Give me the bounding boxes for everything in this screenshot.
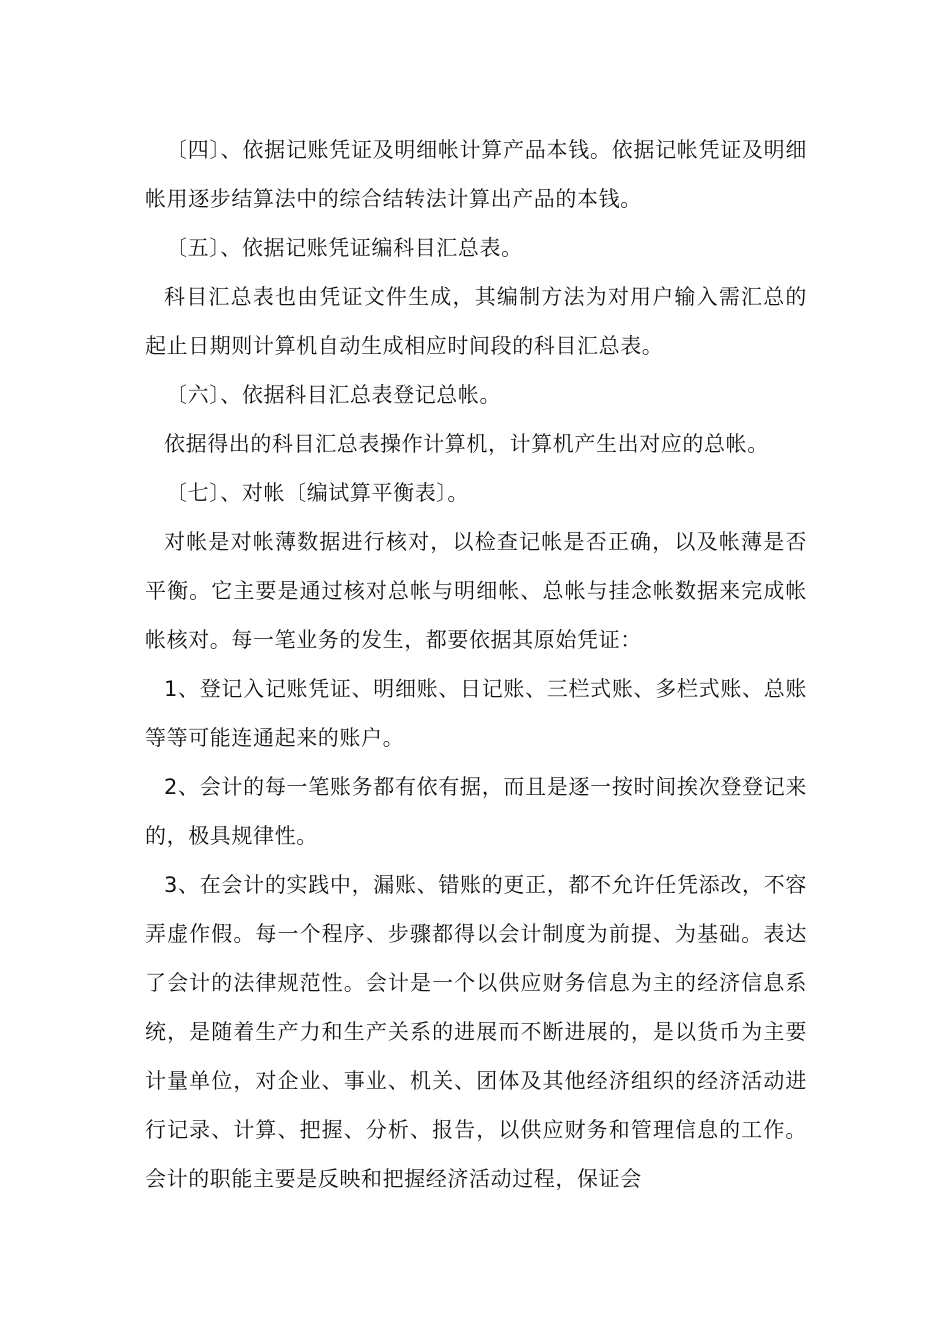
document-body bbox=[145, 126, 807, 1204]
paragraph-item-1: 1、登记入记账凭证、明细账、日记账、三栏式账、多栏式账、总账等等可能连通起来的账户。 bbox=[145, 677, 807, 750]
paragraph-section-7: 〔七〕、对帐〔编试算平衡表〕。 bbox=[166, 481, 469, 505]
paragraph-item-2: 2、会计的每一笔账务都有依有据，而且是逐一按时间挨次登登记来的，极具规律性。 bbox=[145, 775, 807, 848]
paragraph-section-4: 〔四〕、依据记账凭证及明细帐计算产品本钱。依据记帐凭证及明细帐用逐步结算法中的综合结转法计算出产品的本钱。 bbox=[145, 138, 807, 211]
paragraph-section-5: 〔五〕、依据记账凭证编科目汇总表。 bbox=[166, 236, 523, 260]
paragraph-section-6: 〔六〕、依据科目汇总表登记总帐。 bbox=[166, 383, 502, 407]
paragraph-item-3: 3、在会计的实践中，漏账、错账的更正，都不允许任凭添改，不容弄虚作假。每一个程序、步骤都得以会计制度为前提、为基础。表达了会计的法律规范性。会计是一个以供应财务信息为主的经济信息系统，是随着生产力和生产关系的进展而不断进展的，是以货币为主要计量单位，对企业、事业、机关、团体及其他经济组织的经济活动进行记录、计算、把握、分析、报告，以供应财务和管理信息的工作。会计的职能主要是反映和把握经济活动过程，保证会 bbox=[145, 873, 807, 1191]
paragraph-summary-table: 科目汇总表也由凭证文件生成，其编制方法为对用户输入需汇总的起止日期则计算机自动生成相应时间段的科目汇总表。 bbox=[145, 285, 807, 358]
paragraph-general-ledger: 依据得出的科目汇总表操作计算机，计算机产生出对应的总帐。 bbox=[164, 432, 769, 456]
paragraph-reconciliation: 对帐是对帐薄数据进行核对，以检查记帐是否正确，以及帐薄是否平衡。它主要是通过核对总帐与明细帐、总帐与挂念帐数据来完成帐帐核对。每一笔业务的发生，都要依据其原始凭证： bbox=[145, 530, 807, 652]
